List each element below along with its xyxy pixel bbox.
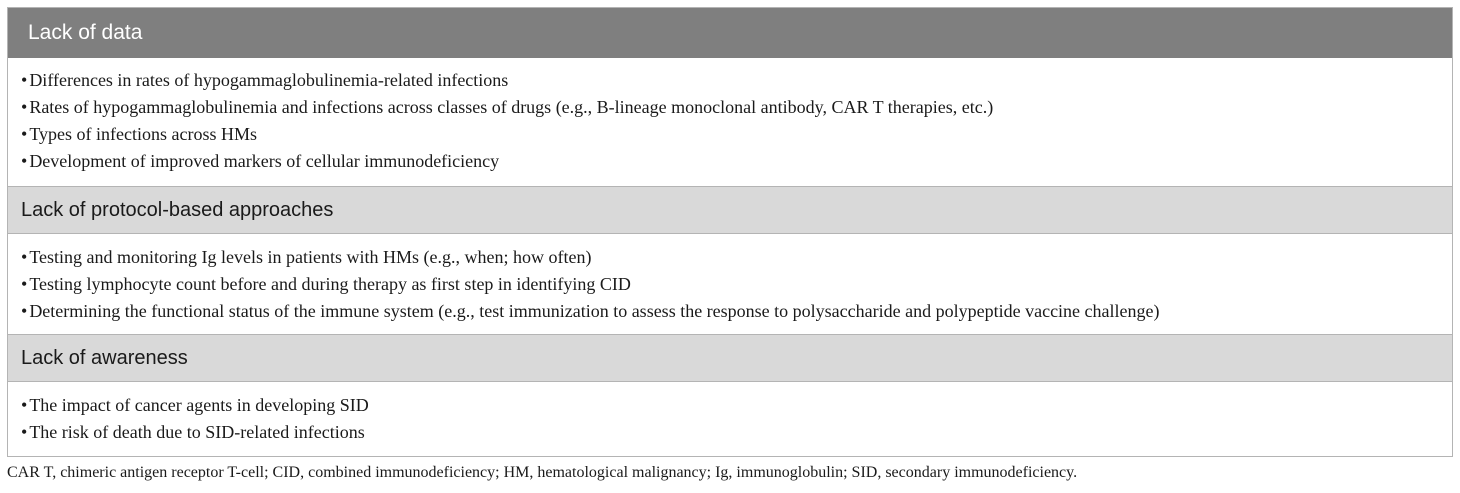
section-body-lack-of-protocol [8, 234, 1452, 334]
list-item [21, 298, 1452, 325]
section-body-lack-of-data [8, 58, 1452, 186]
section-header-lack-of-data [8, 8, 1452, 58]
list-item [21, 94, 1452, 121]
bullet: • [21, 247, 28, 267]
bullet: • [21, 395, 28, 415]
bullet: • [21, 301, 28, 321]
data-gaps-table [7, 7, 1453, 457]
list-item [21, 148, 1452, 175]
section-title: Lack of data [28, 21, 143, 44]
bullet: • [21, 274, 28, 294]
list-item [21, 271, 1452, 298]
bullet: • [21, 151, 28, 171]
section-title: Lack of awareness [21, 346, 188, 369]
table-footnote: CAR T, chimeric antigen receptor T-cell; CID, combined immunodeficiency; HM, hematological malignancy; Ig, immunoglobulin; SID, secondary immunodeficiency. [7, 464, 1078, 481]
section-body-lack-of-awareness [8, 382, 1452, 456]
list-item [21, 392, 1452, 419]
bullet: • [21, 422, 28, 442]
list-item [21, 67, 1452, 94]
list-item-text: Testing and monitoring Ig levels in patients with HMs (e.g., when; how often) [29, 247, 592, 267]
list-item-text: Types of infections across HMs [29, 124, 258, 144]
section-title: Lack of protocol-based approaches [21, 198, 334, 221]
list-item-text: Testing lymphocyte count before and during therapy as first step in identifying CID [29, 274, 631, 294]
list-item-text: Differences in rates of hypogammaglobulinemia-related infections [29, 70, 509, 90]
bullet: • [21, 70, 28, 90]
list-item-text: Development of improved markers of cellular immunodeficiency [29, 151, 500, 171]
bullet: • [21, 97, 28, 117]
section-header-lack-of-awareness [8, 334, 1452, 382]
list-item-text: Rates of hypogammaglobulinemia and infections across classes of drugs (e.g., B-lineage monoclonal antibody, CAR T therapies, etc.) [29, 97, 994, 117]
bullet: • [21, 124, 28, 144]
list-item [21, 419, 1452, 446]
list-item-text: The impact of cancer agents in developing SID [29, 395, 369, 415]
section-header-lack-of-protocol [8, 186, 1452, 234]
list-item-text: The risk of death due to SID-related infections [29, 422, 365, 442]
list-item [21, 121, 1452, 148]
list-item [21, 244, 1452, 271]
list-item-text: Determining the functional status of the immune system (e.g., test immunization to assess the response to polysaccharide and polypeptide vaccine challenge) [29, 301, 1160, 321]
